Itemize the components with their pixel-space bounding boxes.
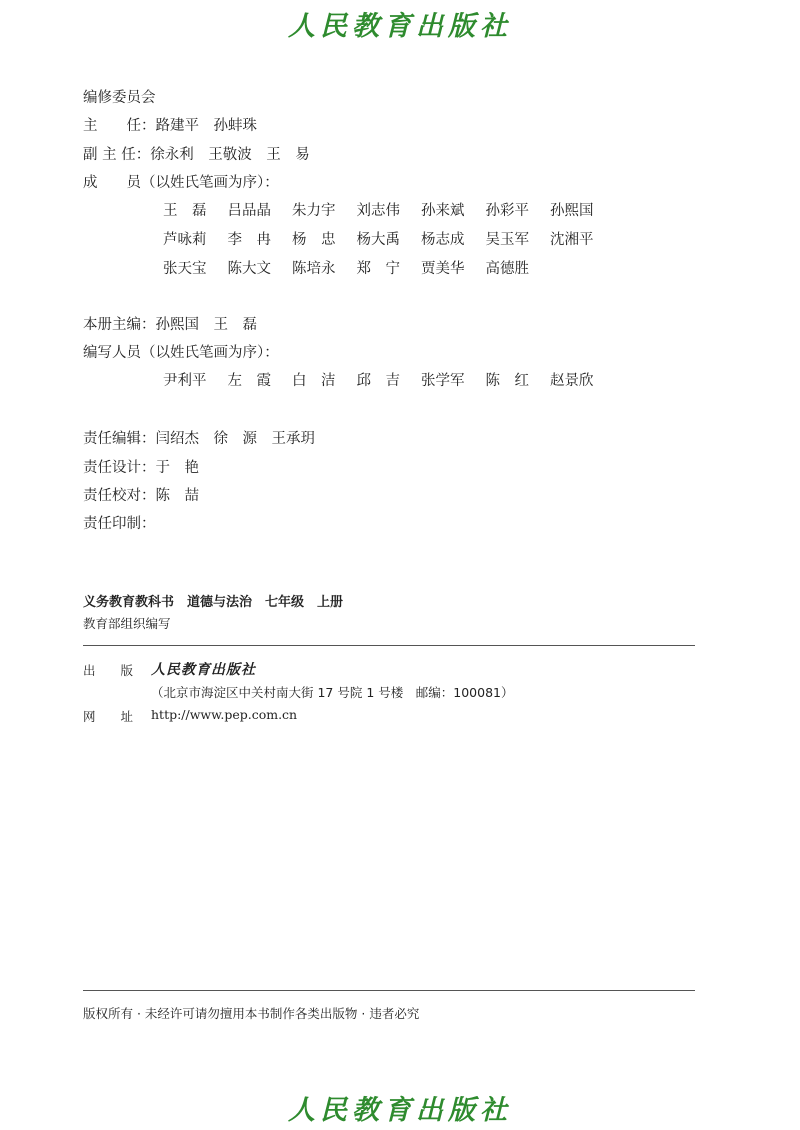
copyright-notice: 版权所有 · 未经许可请勿擅用本书制作各类出版物 · 违者必究	[83, 1006, 420, 1021]
member-name: 杨志成	[421, 232, 465, 248]
compiled-by: 教育部组织编写	[83, 616, 171, 631]
writer-name: 赵景欣	[550, 373, 594, 389]
book-title: 义务教育教科书 道德与法治 七年级 上册	[83, 595, 344, 610]
member-name: 孙彩平	[485, 203, 529, 219]
member-name: 杨大禹	[356, 232, 400, 248]
writer-name: 邱 吉	[356, 373, 400, 389]
writers-label: 编写人员（以姓氏笔画为序）：	[83, 345, 279, 361]
publisher-logo-small: 人民教育出版社	[151, 662, 256, 678]
committee-vice-director: 副 主 任：徐永利 王敬波 王 易	[83, 147, 310, 163]
member-name: 刘志伟	[356, 203, 400, 219]
responsible-print: 责任印制：	[83, 516, 156, 532]
chief-editor: 本册主编：孙熙国 王 磊	[83, 317, 257, 333]
member-name: 郑 宁	[356, 261, 400, 277]
committee-heading: 编修委员会	[83, 90, 156, 106]
responsible-editor: 责任编辑：闫绍杰 徐 源 王承玥	[83, 431, 315, 447]
member-name: 陈大文	[227, 261, 271, 277]
publisher-logo-bottom: 人民教育出版社	[288, 1095, 512, 1126]
member-name: 吕品晶	[227, 203, 271, 219]
member-name: 孙熙国	[550, 203, 594, 219]
responsible-design: 责任设计：于 艳	[83, 460, 199, 476]
website-label: 网 址	[83, 709, 134, 724]
divider-top	[83, 645, 695, 646]
member-name: 李 冉	[227, 232, 271, 248]
member-name: 陈培永	[292, 261, 336, 277]
member-name: 高德胜	[485, 261, 529, 277]
writer-name: 白 洁	[292, 373, 336, 389]
publisher-label: 出 版	[83, 663, 134, 678]
committee-members-row-1	[163, 199, 615, 220]
writers-row	[163, 369, 615, 390]
writer-name: 左 霞	[227, 373, 271, 389]
divider-bottom	[83, 990, 695, 991]
committee-director: 主 任：路建平 孙蚌珠	[83, 118, 257, 134]
member-name: 贾美华	[421, 261, 465, 277]
writer-name: 尹利平	[163, 373, 207, 389]
publisher-logo-top: 人民教育出版社	[288, 11, 512, 42]
member-name: 孙来斌	[421, 203, 465, 219]
publisher-address: （北京市海淀区中关村南大街 17 号院 1 号楼 邮编：100081）	[151, 685, 514, 700]
member-name: 沈湘平	[550, 232, 594, 248]
writer-name: 张学军	[421, 373, 465, 389]
responsible-proof: 责任校对：陈 喆	[83, 488, 199, 504]
committee-members-label: 成 员（以姓氏笔画为序）：	[83, 175, 279, 191]
member-name: 朱力宇	[292, 203, 336, 219]
member-name: 芦咏莉	[163, 232, 207, 248]
committee-members-row-2	[163, 228, 615, 249]
member-name: 杨 忠	[292, 232, 336, 248]
member-name: 王 磊	[163, 203, 207, 219]
committee-members-row-3	[163, 257, 550, 278]
member-name: 张天宝	[163, 261, 207, 277]
writer-name: 陈 红	[485, 373, 529, 389]
website-url: http://www.pep.com.cn	[151, 707, 298, 722]
member-name: 吴玉军	[485, 232, 529, 248]
